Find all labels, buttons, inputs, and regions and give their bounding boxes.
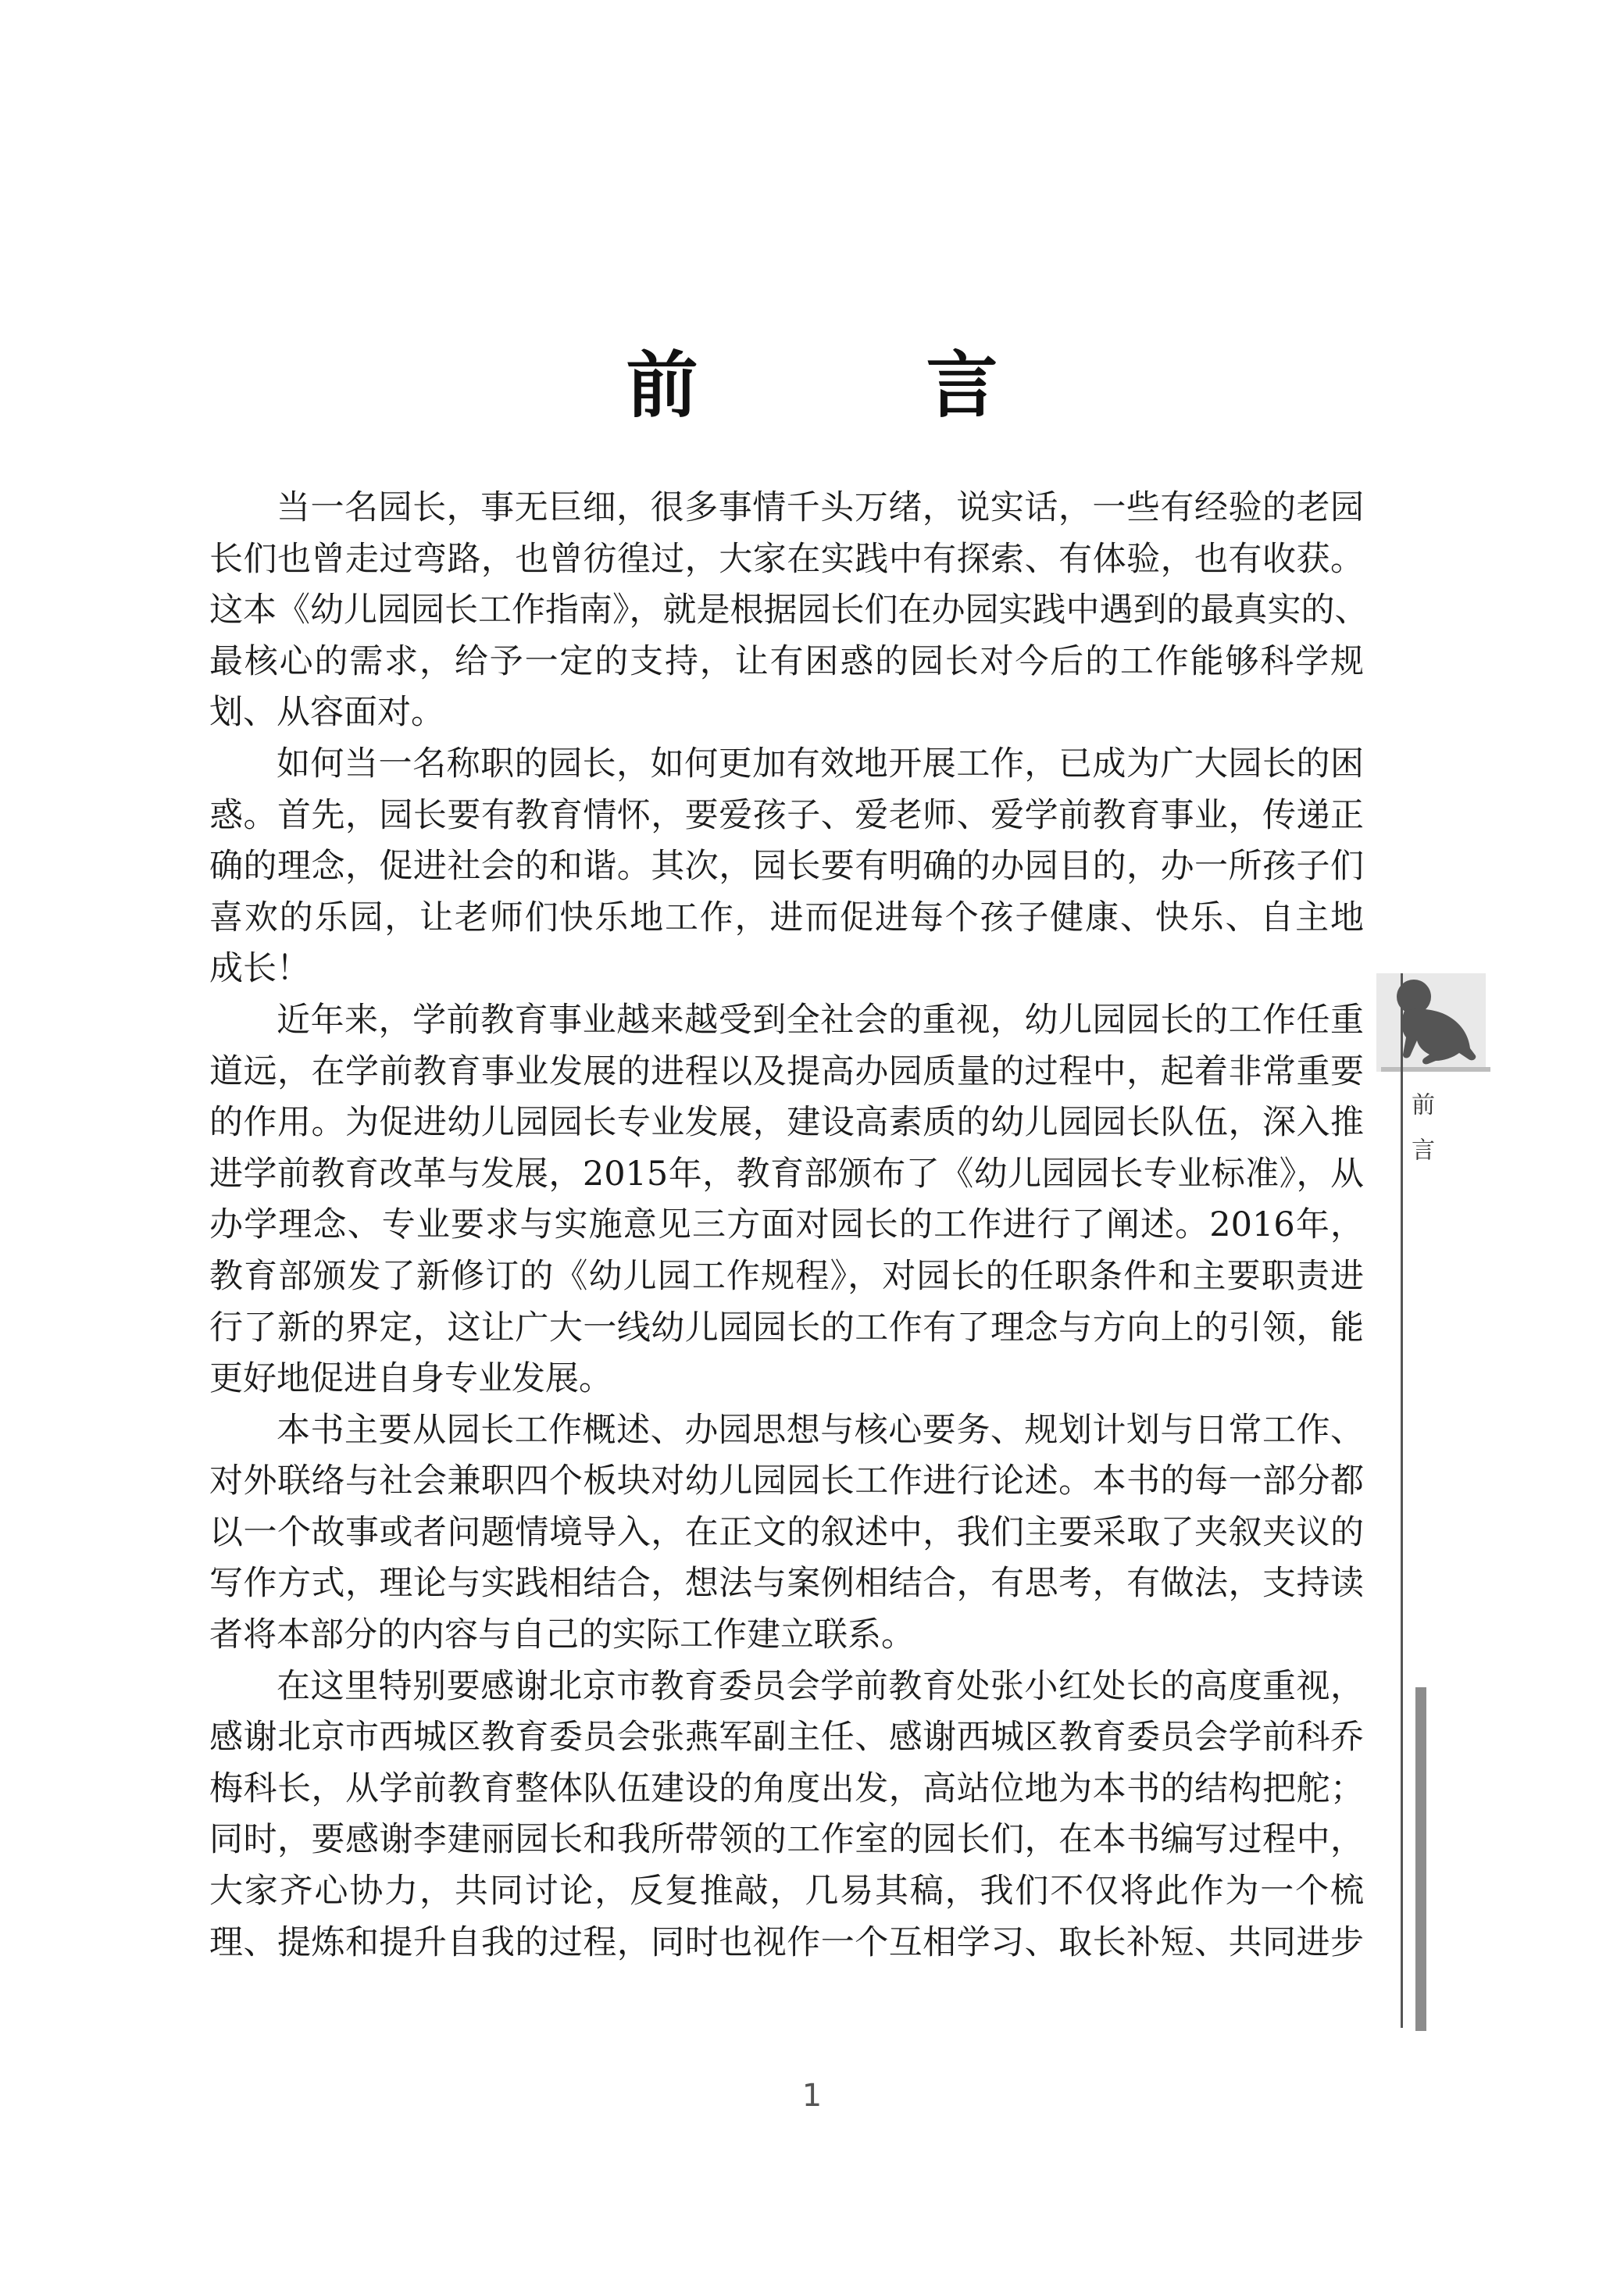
text-line: 者将本部分的内容与自己的实际工作建立联系。 (209, 1615, 915, 1655)
text-line: 以一个故事或者问题情境导入，在正文的叙述中，我们主要采取了夹叙夹议的 (209, 1512, 1364, 1552)
text-line: 道远，在学前教育事业发展的进程以及提高办园质量的过程中，起着非常重要 (209, 1051, 1364, 1091)
side-progress-bar (1415, 1687, 1426, 2031)
text-line: 确的理念，促进社会的和谐。其次，园长要有明确的办园目的，办一所孩子们 (209, 847, 1364, 887)
text-line: 同时，要感谢李建丽园长和我所带领的工作室的园长们，在本书编写过程中， (209, 1820, 1364, 1860)
text-line: 划、从容面对。 (209, 693, 444, 733)
preface-body (209, 483, 1369, 1968)
text-line: 成长！ (209, 949, 310, 989)
text-line: 进学前教育改革与发展，2015年，教育部颁布了《幼儿园园长专业标准》，从 (209, 1154, 1364, 1194)
text-line: 如何当一名称职的园长，如何更加有效地开展工作，已成为广大园长的困 (277, 744, 1364, 783)
text-line: 的作用。为促进幼儿园园长专业发展，建设高素质的幼儿园园长队伍，深入推 (209, 1103, 1364, 1143)
text-line: 长们也曾走过弯路，也曾彷徨过，大家在实践中有探索、有体验，也有收获。 (209, 539, 1364, 579)
text-line: 喜欢的乐园，让老师们快乐地工作，进而促进每个孩子健康、快乐、自主地 (209, 898, 1364, 937)
baby-crawling-icon (1381, 976, 1490, 1072)
paragraph (209, 483, 1369, 739)
text-line: 梅科长，从学前教育整体队伍建设的角度出发，高站位地为本书的结构把舵； (209, 1769, 1364, 1808)
page-number: 1 (801, 2078, 823, 2114)
paragraph (209, 1405, 1364, 1661)
text-line: 教育部颁发了新修订的《幼儿园工作规程》，对园长的任职条件和主要职责进 (209, 1256, 1364, 1296)
paragraph (209, 1661, 1364, 1969)
text-line: 近年来，学前教育事业越来越受到全社会的重视，幼儿园园长的工作任重 (277, 1000, 1364, 1040)
text-line: 办学理念、专业要求与实施意见三方面对园长的工作进行了阐述。2016年， (209, 1205, 1364, 1245)
text-line: 最核心的需求，给予一定的支持，让有困惑的园长对今后的工作能够科学规 (209, 641, 1364, 681)
text-line: 当一名园长，事无巨细，很多事情千头万绪，说实话，一些有经验的老园 (277, 488, 1364, 527)
side-section-label: 前言 (1407, 1092, 1434, 1183)
text-line: 这本《幼儿园园长工作指南》，就是根据园长们在办园实践中遇到的最真实的、 (209, 591, 1369, 630)
page-title: 前 言 (626, 343, 1076, 427)
text-line: 写作方式，理论与实践相结合，想法与案例相结合，有思考，有做法，支持读 (209, 1564, 1364, 1604)
text-line: 更好地促进自身专业发展。 (209, 1359, 612, 1399)
text-line: 大家齐心协力，共同讨论，反复推敲，几易其稿，我们不仅将此作为一个梳 (209, 1872, 1364, 1911)
text-line: 本书主要从园长工作概述、办园思想与核心要务、规划计划与日常工作、 (277, 1410, 1364, 1450)
text-line: 理、提炼和提升自我的过程，同时也视作一个互相学习、取长补短、共同进步 (209, 1922, 1364, 1962)
text-line: 行了新的界定，这让广大一线幼儿园园长的工作有了理念与方向上的引领，能 (209, 1308, 1364, 1347)
text-line: 在这里特别要感谢北京市教育委员会学前教育处张小红处长的高度重视， (277, 1666, 1364, 1706)
text-line: 感谢北京市西城区教育委员会张燕军副主任、感谢西城区教育委员会学前科乔 (209, 1718, 1364, 1758)
text-line: 惑。首先，园长要有教育情怀，要爱孩子、爱老师、爱学前教育事业，传递正 (209, 795, 1364, 835)
paragraph (209, 739, 1364, 995)
text-line: 对外联络与社会兼职四个板块对幼儿园园长工作进行论述。本书的每一部分都 (209, 1462, 1364, 1501)
paragraph (209, 995, 1364, 1405)
